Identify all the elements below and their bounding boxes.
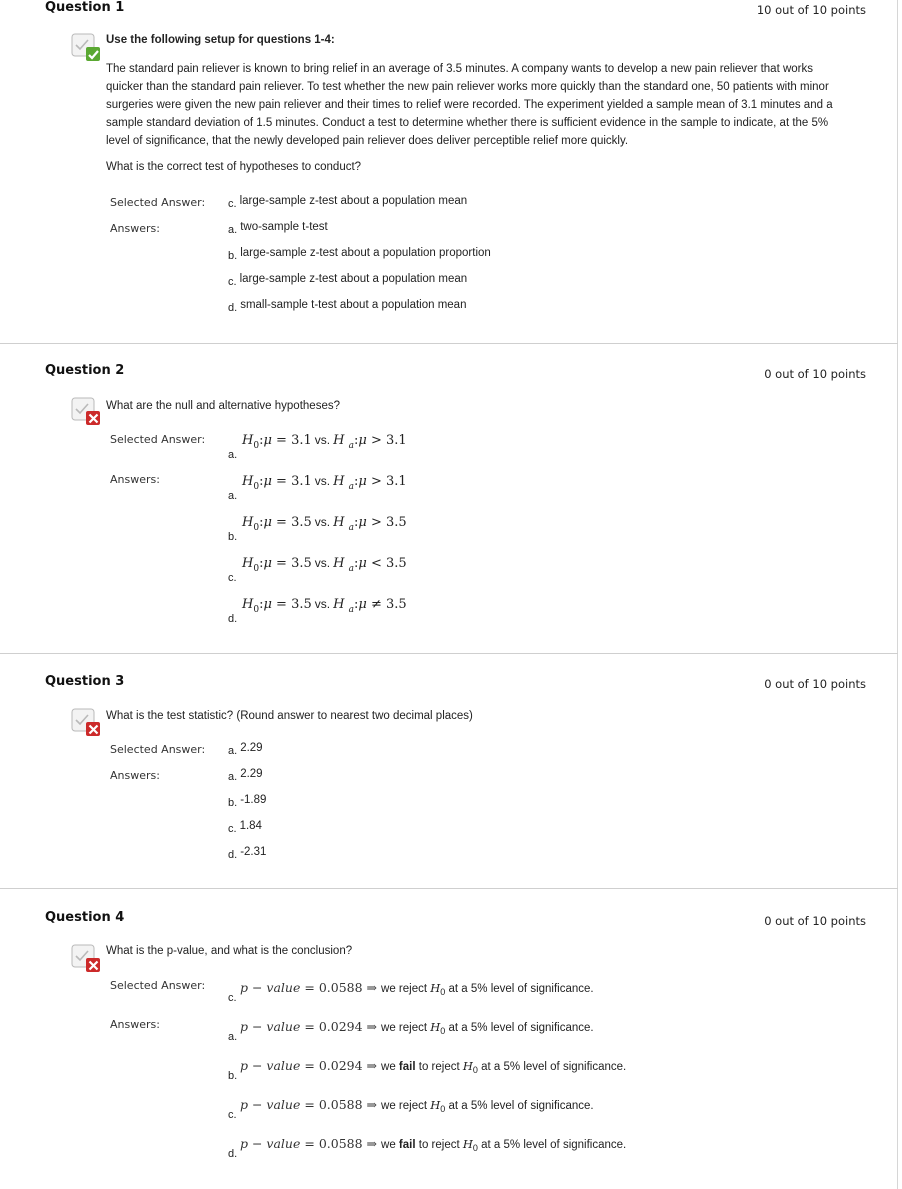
question-1-title: Question 1 (45, 0, 125, 15)
q3-answer-a: a. 2.29 (228, 768, 263, 783)
question-1-points: 10 out of 10 points (756, 3, 866, 17)
q1-answer-d: d. small-sample t-test about a population mean (228, 299, 467, 314)
question-2-prompt: What are the null and alternative hypotheses? (106, 400, 340, 412)
incorrect-x-icon (71, 708, 101, 738)
answers-label: Answers: (110, 1018, 160, 1031)
answers-label: Answers: (110, 473, 160, 486)
question-4-points: 0 out of 10 points (764, 914, 866, 928)
setup-line: quicker than the standard pain reliever. To test whether the new pain reliever works more quickly than the standard one, 50 patients with minor (106, 81, 829, 93)
question-4-prompt: What is the p-value, and what is the conclusion? (106, 945, 353, 957)
right-border (897, 0, 898, 1189)
question-4-title: Question 4 (45, 910, 125, 925)
q3-answer-b: b. -1.89 (228, 794, 267, 809)
question-3-prompt: What is the test statistic? (Round answer to nearest two decimal places) (106, 710, 473, 722)
q1-answer-c: c. large-sample z-test about a population mean (228, 273, 468, 288)
setup-text (106, 60, 833, 150)
setup-line: surgeries were given the new pain reliever and their times to relief were recorded. The experiment yielded a sample mean of 3.1 minutes and a (106, 99, 833, 111)
setup-line: sample standard deviation of 1.5 minutes. Conduct a test to determine whether there is sufficient evidence in the sample to indicate, at the 5% (106, 117, 829, 129)
q3-answer-d: d. -2.31 (228, 846, 267, 861)
answers-label: Answers: (110, 222, 160, 235)
selected-answer-label: Selected Answer: (110, 743, 206, 756)
question-divider (0, 653, 898, 654)
q1-selected-answer: c. large-sample z-test about a population mean (228, 195, 468, 210)
q1-answer-a: a. two-sample t-test (228, 221, 328, 236)
setup-line: The standard pain reliever is known to bring relief in an average of 3.5 minutes. A company wants to develop a new pain reliever that works (106, 63, 814, 75)
selected-answer-label: Selected Answer: (110, 979, 206, 992)
question-2-title: Question 2 (45, 363, 125, 378)
question-divider (0, 343, 898, 344)
question-divider (0, 888, 898, 889)
question-1-prompt: What is the correct test of hypotheses to conduct? (106, 161, 362, 173)
correct-check-icon (71, 33, 101, 63)
q1-answer-b: b. large-sample z-test about a population proportion (228, 247, 491, 262)
selected-answer-label: Selected Answer: (110, 433, 206, 446)
q3-selected-answer: a. 2.29 (228, 742, 263, 757)
question-2-points: 0 out of 10 points (764, 367, 866, 381)
question-3-title: Question 3 (45, 674, 125, 689)
selected-answer-label: Selected Answer: (110, 196, 206, 209)
incorrect-x-icon (71, 397, 101, 427)
setup-heading: Use the following setup for questions 1-4: (106, 34, 335, 46)
incorrect-x-icon (71, 944, 101, 974)
setup-line: level of significance, that the newly developed pain reliever does deliver perceptible relief more quickly. (106, 135, 629, 147)
q3-answer-c: c. 1.84 (228, 820, 262, 835)
answers-label: Answers: (110, 769, 160, 782)
question-3-points: 0 out of 10 points (764, 677, 866, 691)
